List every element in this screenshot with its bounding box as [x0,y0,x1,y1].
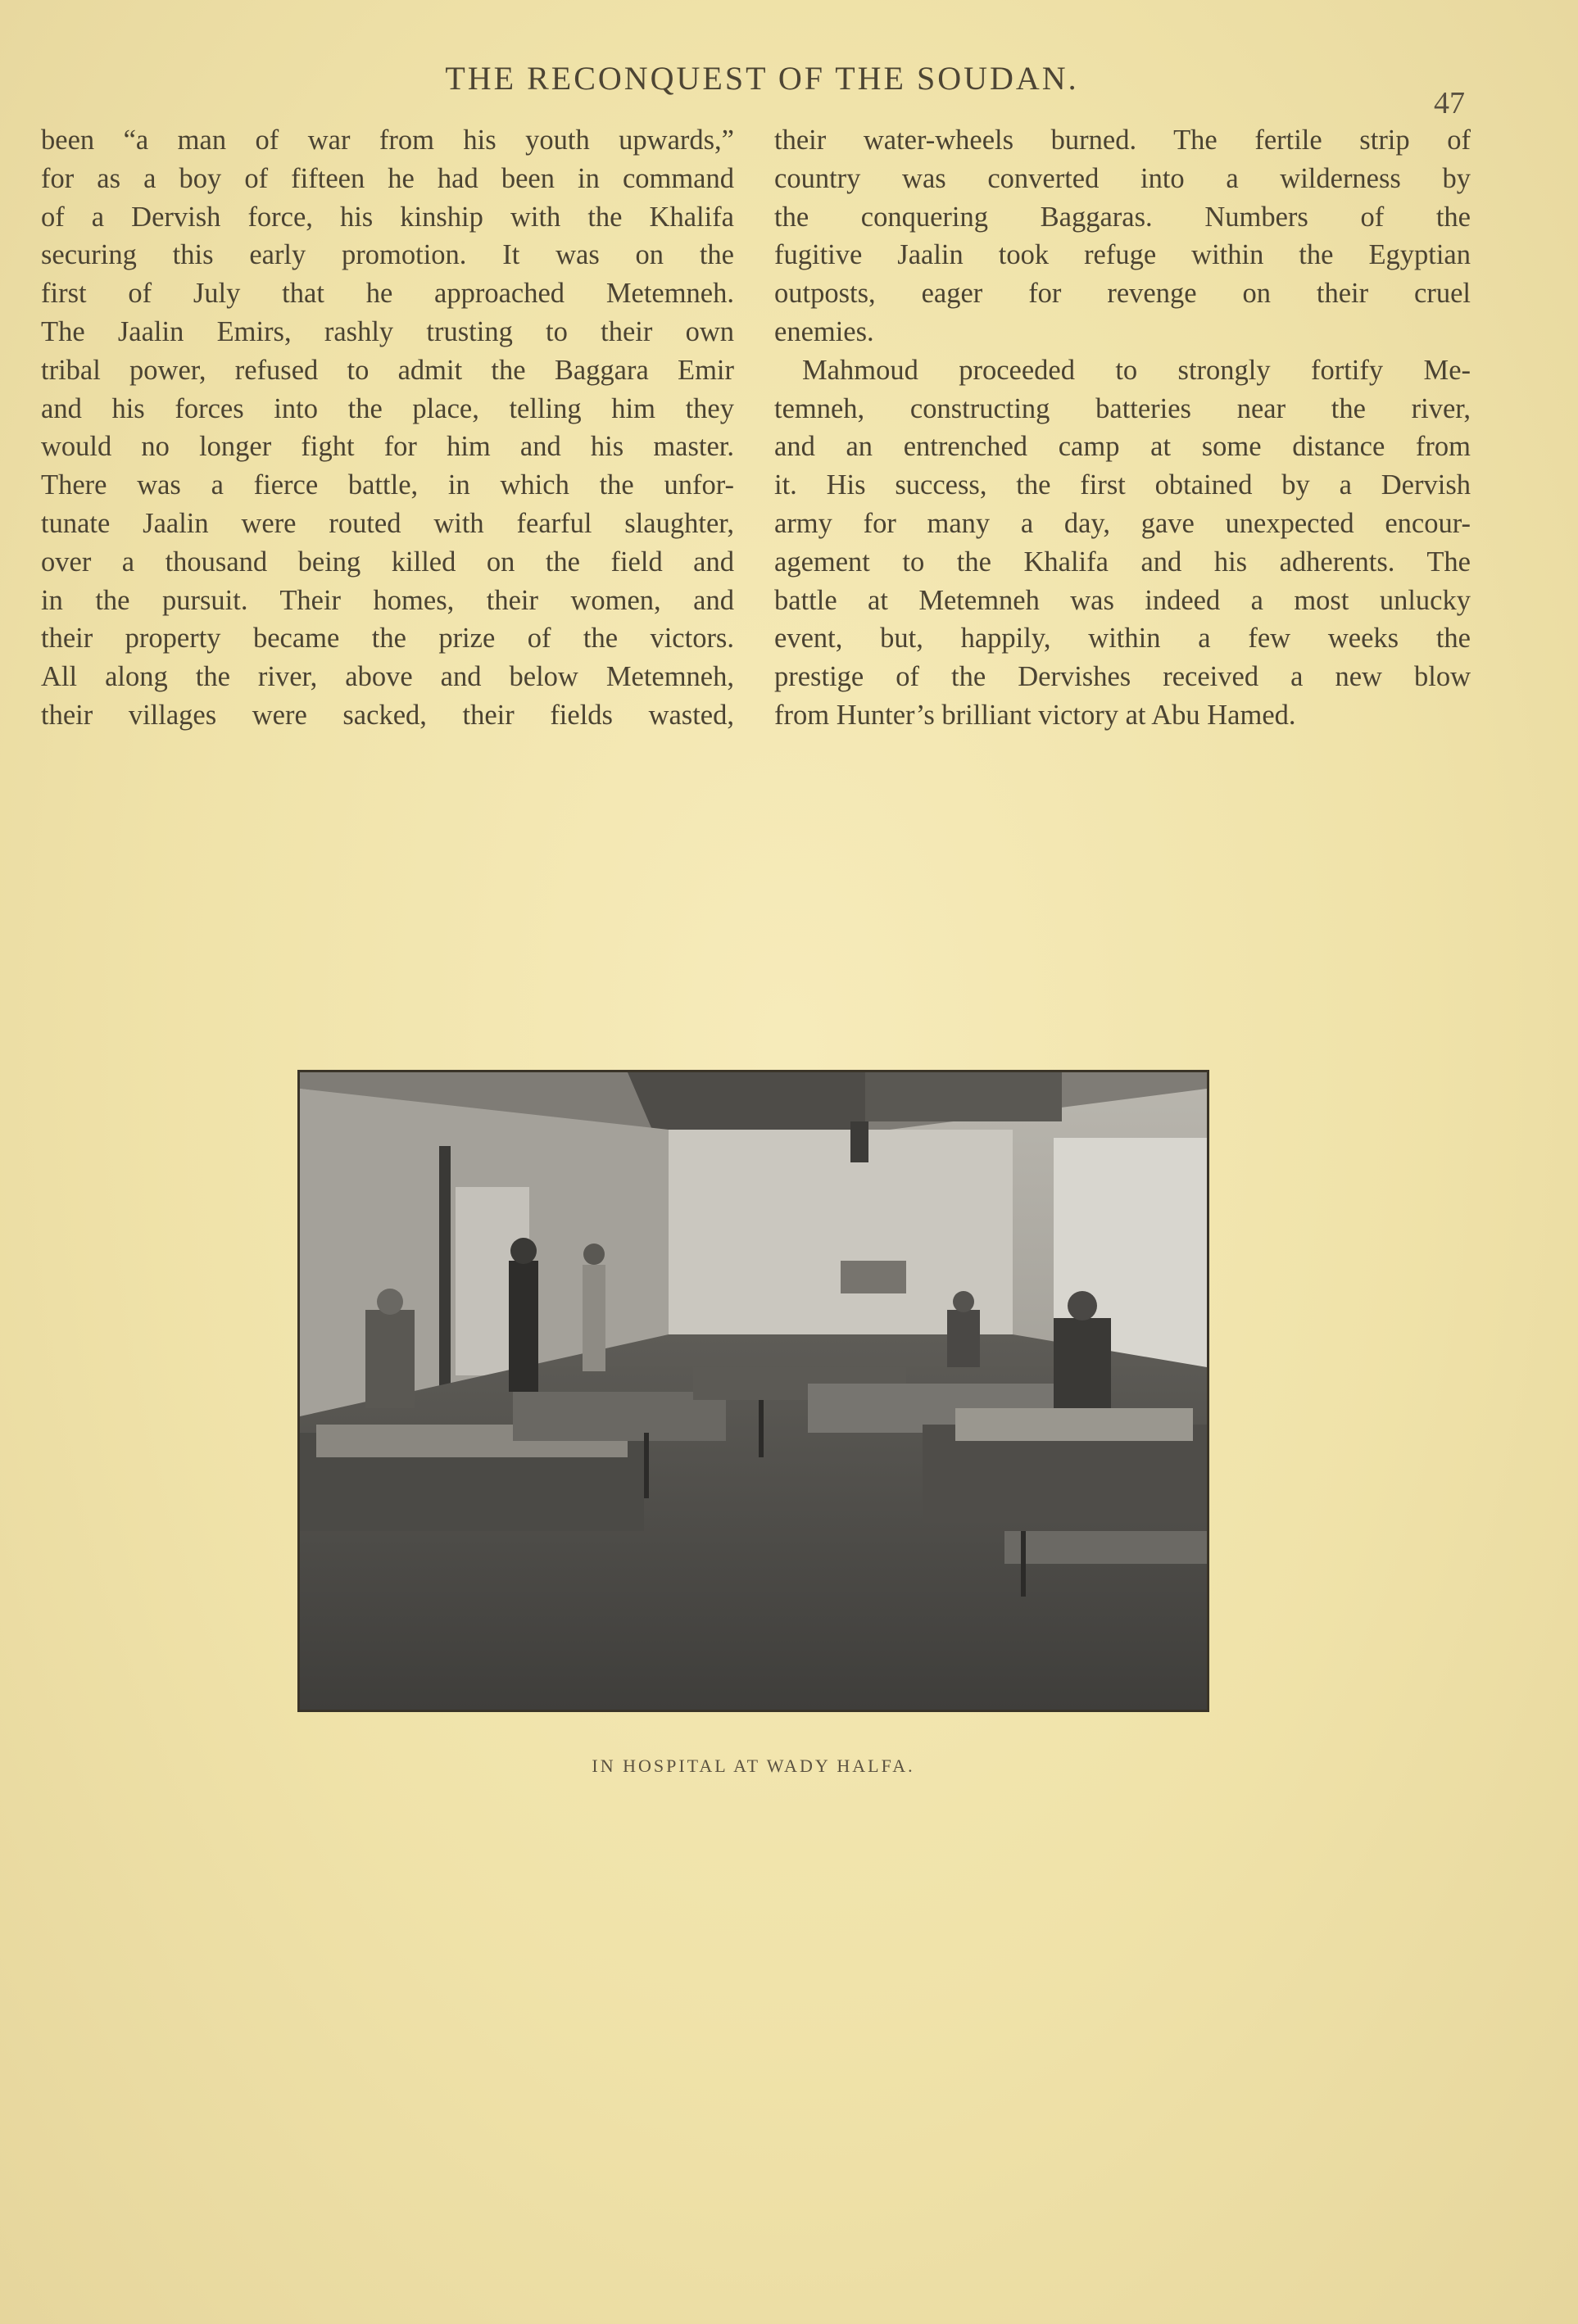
text-line: and his forces into the place, telling him they [41,392,734,424]
text-line: their property became the prize of the victors. [41,623,734,655]
text-line: tribal power, refused to admit the Baggara Emir [41,354,734,386]
text-line: outposts, eager for revenge on their cruel [774,278,1471,310]
left-text-column [41,121,734,735]
text-line: event, but, happily, within a few weeks the [774,623,1471,655]
text-line: in the pursuit. Their homes, their women, and [41,584,734,616]
page-number: 47 [1434,86,1465,120]
text-line: of a Dervish force, his kinship with the Khalifa [41,201,734,233]
text-line: enemies. [774,315,874,347]
text-line: their villages were sacked, their fields wasted, [41,699,734,731]
running-head: THE RECONQUEST OF THE SOUDAN. [445,60,1079,97]
text-line: country was converted into a wilderness by [774,162,1471,194]
text-line: The Jaalin Emirs, rashly trusting to their own [41,315,734,347]
text-line: over a thousand being killed on the field and [41,546,734,578]
text-line: first of July that he approached Metemneh. [41,278,734,310]
text-line: been “a man of war from his youth upwards,” [41,125,734,156]
text-line: army for many a day, gave unexpected encour- [774,507,1471,539]
text-line: would no longer fight for him and his master. [41,431,734,463]
text-line: the conquering Baggaras. Numbers of the [774,201,1471,233]
text-line: Mahmoud proceeded to strongly fortify Me- [802,354,1471,386]
text-line: battle at Metemneh was indeed a most unlucky [774,584,1471,616]
text-line: There was a fierce battle, in which the unfor- [41,469,734,501]
text-line: fugitive Jaalin took refuge within the Egyptian [774,239,1471,271]
text-line: their water-wheels burned. The fertile strip of [774,125,1471,156]
text-line: tunate Jaalin were routed with fearful slaughter, [41,507,734,539]
text-line: prestige of the Dervishes received a new blow [774,661,1471,693]
text-line: temneh, constructing batteries near the river, [774,392,1471,424]
text-line: securing this early promotion. It was on the [41,239,734,271]
hospital-photograph [297,1070,1209,1712]
text-line: and an entrenched camp at some distance from [774,431,1471,463]
text-line: from Hunter’s brilliant victory at Abu Hamed. [774,699,1296,731]
right-text-column [774,121,1471,735]
text-line: All along the river, above and below Metemneh, [41,661,734,693]
figure-caption: IN HOSPITAL AT WADY HALFA. [592,1755,915,1776]
text-line: agement to the Khalifa and his adherents. The [774,546,1471,578]
text-line: for as a boy of fifteen he had been in command [41,162,734,194]
text-line: it. His success, the first obtained by a Dervish [774,469,1471,501]
